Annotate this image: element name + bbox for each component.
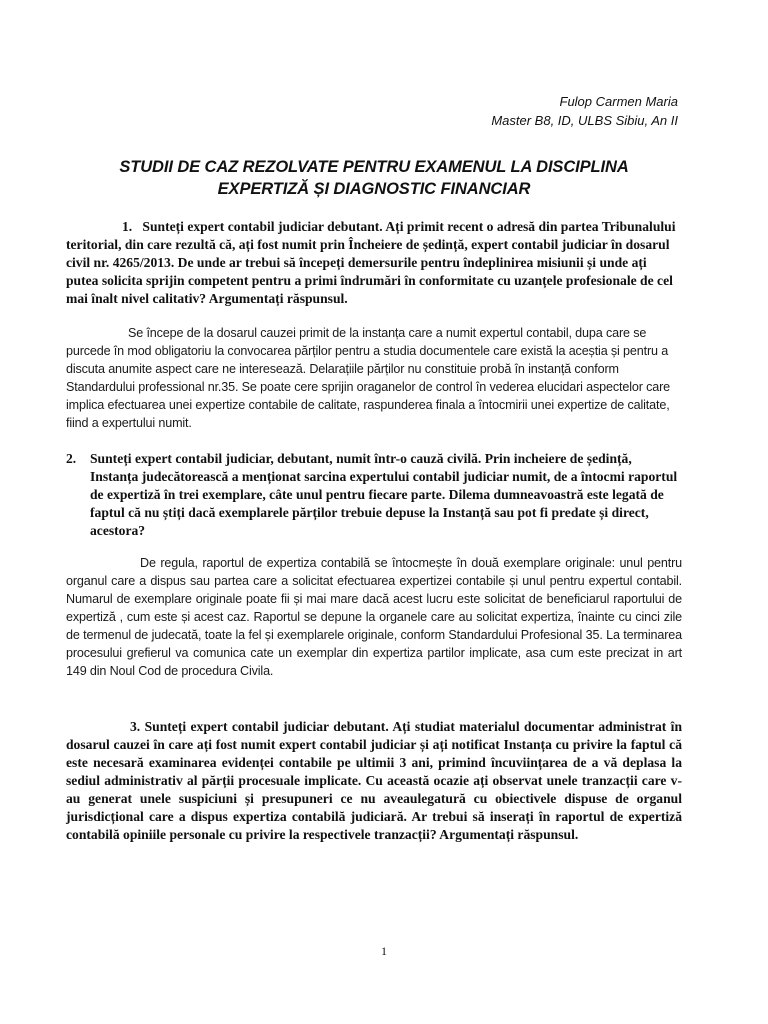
title-line-1: STUDII DE CAZ REZOLVATE PENTRU EXAMENUL LA DISCIPLINA [119, 158, 629, 176]
question-3-text: Sunteți expert contabil judiciar debutant. Ați studiat materialul documentar administrat în dosarul cauzei în care ați fost numit expert contabil judiciar și ați notificat Instanța cu privire la faptul că este necesară examinarea evidenței contabile pe ultimii 3 ani, primind încuviințarea de a vă deplasa la sediul administrativ al părții procesuale implicate. Cu această ocazie ați observat unele tranzacții care v-au generat unele suspiciuni și presupuneri ce nu aveaulegatură cu obiectivele dispuse de organul jurisdicțional care a dispus expertiza contabilă judiciară. Ar trebui să inserați în raportul de expertiză contabilă opiniile personale cu privire la respectivele tranzacții? Argumentați răspunsul. [66, 719, 683, 842]
question-1-number: 1. [122, 219, 133, 234]
author-block [66, 92, 682, 130]
question-3 [66, 718, 682, 844]
question-1-text: Sunteți expert contabil judiciar debutant. Ați primit recent o adresă din partea Tribunalului teritorial, din care rezultă că, ați fost numit prin Încheiere de ședință, expert contabil judiciar în dosarul civil nr. 4265/2013. De unde ar trebui să începeți demersurile pentru îndeplinirea misiunii și unde ați putea solicita sprijin competent pentru a primi îndrumări în conformitate cu uzanțele profesionale de cel mai înalt nivel calitativ? Argumentați răspunsul. [66, 219, 676, 306]
question-2-text: Sunteți expert contabil judiciar, debutant, numit într-o cauză civilă. Prin incheiere de ședință, Instanța judecătorească a menționat sarcina expertului contabil judiciar numit, de a întocmi raportul de expertiză în trei exemplare, câte unul pentru fiecare parte. Dilema dumneavoastră este legată de faptul că nu știți dacă exemplarele părților trebuie depuse la Instanță sau pot fi predate și direct, acestora? [90, 451, 678, 538]
answer-2: De regula, raportul de expertiza contabilă se întocmește în două exemplare originale: unul pentru organul care a dispus sau partea care a solicitat efectuarea expertizei contabile și unul pentru expertul contabil. Numarul de exemplare originale poate fii și mai mare dacă acest lucru este solicitat de beneficiarul raportului de expertiză , cum este și acest caz. Raportul se depune la organele care au solicitat expertiza, înainte cu cinci zile de termenul de judecată, toate la fel și exemplarele originale, conform Standardului Profesional 35. La terminarea procesului grefierul va comunica cate un exemplar din expertiza partilor implicate, asa cum este precizat in art 149 din Noul Cod de procedura Civila. [66, 556, 682, 678]
answer-1: Se începe de la dosarul cauzei primit de la instanța care a numit expertul contabil, dupa care se purcede în mod obligatoriu la convocarea părților pentru a studia documentele care există la aceștia și pentru a discuta anumite aspect care ne interesează. Delarațiile părților nu constituie probă în instanță conform Standardului professional nr.35. Se poate cere sprijin oraganelor de control în vederea elucidari aspectelor care implica efectuarea unei expertize contabile de calitate, raspunderea finala a întocmirii unei expertize de calitate, fiind a expertului numit. [66, 326, 671, 430]
title-line-2: EXPERTIZĂ ȘI DIAGNOSTIC FINANCIAR [217, 180, 531, 198]
question-3-number: 3. [130, 719, 141, 734]
author-name: Fulop Carmen Maria [559, 94, 678, 109]
question-2 [66, 450, 682, 540]
author-affiliation: Master B8, ID, ULBS Sibiu, An II [491, 113, 678, 128]
question-2-number: 2. [66, 451, 77, 466]
document-title [66, 156, 682, 200]
question-1 [66, 218, 682, 308]
page-number: 1 [381, 944, 387, 958]
